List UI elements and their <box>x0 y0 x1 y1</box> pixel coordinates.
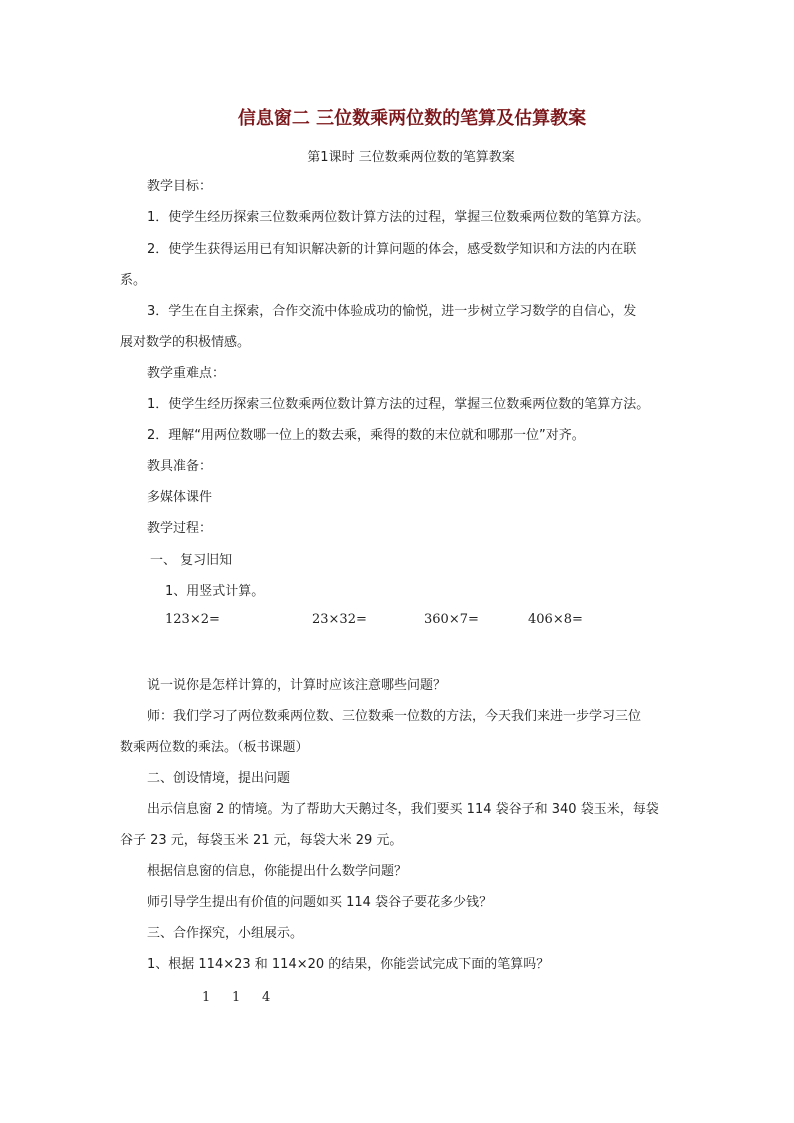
calc-problem-3: 360×7= <box>424 612 479 627</box>
materials-text: 多媒体课件 <box>147 490 213 505</box>
digit-hundreds: 1 <box>202 990 211 1005</box>
exercise-1: 1、根据 114×23 和 114×20 的结果，你能尝试完成下面的笔算吗？ <box>147 957 550 972</box>
step-2-heading: 二、创设情境，提出问题 <box>147 771 291 786</box>
digit-ones: 4 <box>262 990 271 1005</box>
vertical-calc-digits <box>202 990 292 1005</box>
question-prompt: 根据信息窗的信息，你能提出什么数学问题？ <box>147 864 408 879</box>
objective-3-line-2: 展对数学的积极情感。 <box>120 335 251 350</box>
step-1-heading: 一、 复习旧知 <box>150 553 233 568</box>
lesson-subtitle: 第1课时 三位数乘两位数的笔算教案 <box>307 150 515 165</box>
scenario-line-2: 谷子 23 元，每袋玉米 21 元，每袋大米 29 元。 <box>120 833 403 848</box>
section-heading-process: 教学过程： <box>147 521 213 536</box>
key-point-1: 1．使学生经历探索三位数乘两位数计算方法的过程，掌握三位数乘两位数的笔算方法。 <box>147 397 650 412</box>
teacher-intro-line-2: 数乘两位数的乘法。（板书课题） <box>120 740 309 755</box>
discussion-question: 说一说你是怎样计算的，计算时应该注意哪些问题？ <box>147 678 447 693</box>
teacher-guidance: 师引导学生提出有价值的问题如买 114 袋谷子要花多少钱？ <box>147 895 493 910</box>
objective-2-line-1: 2．使学生获得运用已有知识解决新的计算问题的体会，感受数学知识和方法的内在联 <box>147 242 637 257</box>
section-heading-objectives: 教学目标： <box>147 179 213 194</box>
section-heading-materials: 教具准备： <box>147 459 213 474</box>
objective-2-line-2: 系。 <box>120 273 147 288</box>
section-heading-key-points: 教学重难点： <box>147 366 226 381</box>
calc-problem-4: 406×8= <box>528 612 583 627</box>
key-point-2: 2．理解“用两位数哪一位上的数去乘，乘得的数的末位就和哪那一位”对齐。 <box>147 428 585 443</box>
calc-problem-1: 123×2= <box>165 612 220 627</box>
objective-1: 1．使学生经历探索三位数乘两位数计算方法的过程，掌握三位数乘两位数的笔算方法。 <box>147 210 650 225</box>
step-1-instruction: 1、用竖式计算。 <box>165 584 265 599</box>
teacher-intro-line-1: 师：我们学习了两位数乘两位数、三位数乘一位数的方法，今天我们来进一步学习三位 <box>147 709 642 724</box>
scenario-line-1: 出示信息窗 2 的情境。为了帮助大天鹅过冬，我们要买 114 袋谷子和 340 袋玉米，每袋 <box>147 802 659 817</box>
step-3-heading: 三、合作探究，小组展示。 <box>147 926 304 941</box>
objective-3-line-1: 3．学生在自主探索，合作交流中体验成功的愉悦，进一步树立学习数学的自信心，发 <box>147 304 637 319</box>
document-title: 信息窗二 三位数乘两位数的笔算及估算教案 <box>237 108 587 129</box>
calc-problem-2: 23×32= <box>312 612 367 627</box>
digit-tens: 1 <box>232 990 241 1005</box>
